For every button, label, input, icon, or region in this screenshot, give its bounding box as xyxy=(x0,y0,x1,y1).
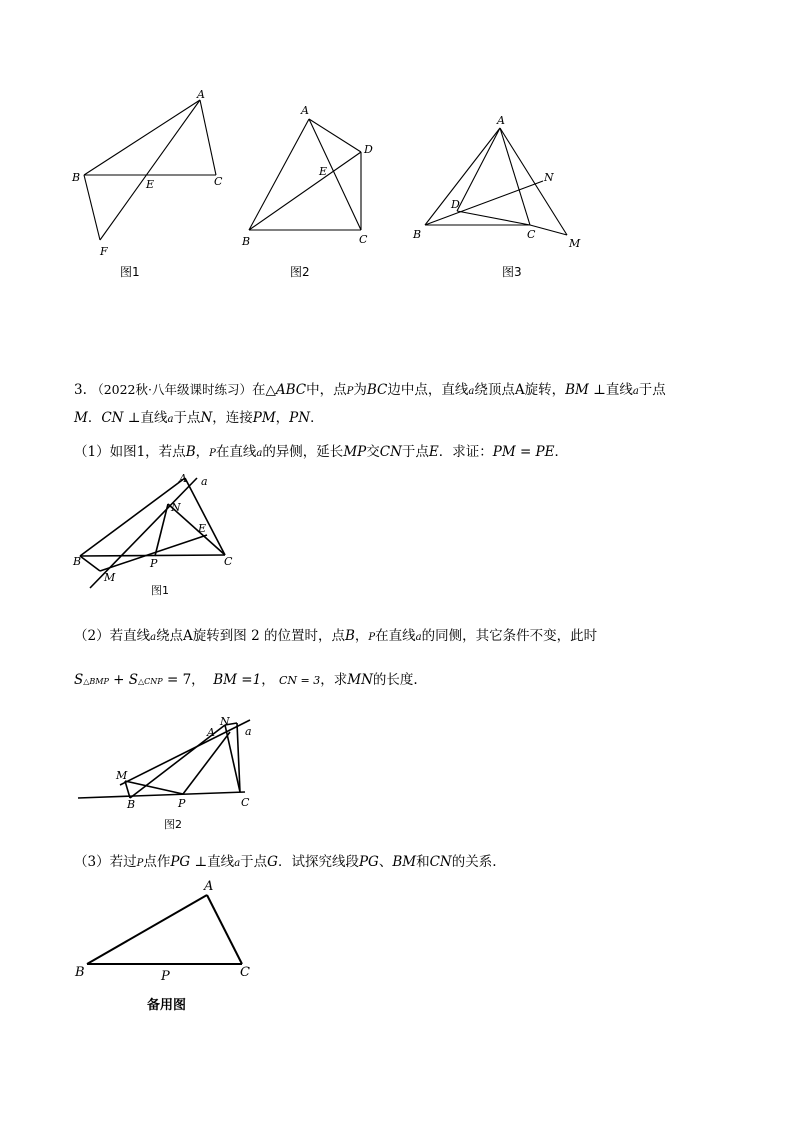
problem-figure-1-caption: 图1 xyxy=(151,584,169,597)
top-figure-2-caption: 图2 xyxy=(290,265,310,279)
label-B: B xyxy=(72,171,81,184)
label-A: A xyxy=(204,879,214,894)
part-2-formula: S△BMP + S△CNP = 7， BM =1， CN = 3，求MN的长度. xyxy=(74,672,418,688)
problem-number: 3. xyxy=(74,382,87,398)
label-P: P xyxy=(150,557,158,570)
label-B: B xyxy=(75,965,85,980)
label-F: F xyxy=(100,245,108,258)
label-B: B xyxy=(127,798,136,811)
problem-line-2: M．CN ⊥直线a于点N，连接PM，PN． xyxy=(74,410,324,426)
label-B: B xyxy=(413,228,422,241)
label-M: M xyxy=(104,571,116,584)
top-figure-1-caption: 图1 xyxy=(120,265,140,279)
label-C: C xyxy=(214,175,223,188)
top-figure-2 xyxy=(235,100,395,260)
label-A: A xyxy=(497,114,505,127)
problem-figure-3 xyxy=(70,880,270,990)
part-3-text: （3）若过P点作PG ⊥直线a于点G．试探究线段PG、BM和CN的关系. xyxy=(74,854,497,870)
label-A: A xyxy=(179,472,187,485)
label-a: a xyxy=(245,725,252,738)
triangle-abc: △ABC xyxy=(265,382,307,398)
label-N: N xyxy=(171,501,181,514)
problem-line-1: 3. （2022秋·八年级课时练习）在△ABC中，点P为BC边中点，直线a绕顶点A旋转，BM ⊥直线a于点 xyxy=(74,382,666,398)
label-D: D xyxy=(364,143,373,156)
label-A: A xyxy=(207,726,215,739)
label-C: C xyxy=(241,796,250,809)
label-A: A xyxy=(197,88,205,101)
label-P: P xyxy=(178,797,186,810)
label-C: C xyxy=(240,965,250,980)
label-N: N xyxy=(220,715,230,728)
top-figure-3 xyxy=(405,115,605,265)
problem-figure-3-caption: 备用图 xyxy=(147,998,187,1013)
top-figure-3-caption: 图3 xyxy=(502,265,522,279)
part-1-text: （1）如图1，若点B，P在直线a的异侧，延长MP交CN于点E．求证：PM = PE． xyxy=(74,444,568,460)
label-E: E xyxy=(198,522,207,535)
problem-figure-2-caption: 图2 xyxy=(164,818,182,831)
label-P: P xyxy=(161,969,170,984)
label-A: A xyxy=(301,104,309,117)
label-B: B xyxy=(242,235,251,248)
label-N: N xyxy=(544,171,554,184)
label-C: C xyxy=(224,555,233,568)
problem-source: （2022秋·八年级课时练习） xyxy=(91,382,252,397)
label-E: E xyxy=(319,165,328,178)
part-2-text: （2）若直线a绕点A旋转到图 2 的位置时，点B，P在直线a的同侧，其它条件不变，此时 xyxy=(74,628,598,644)
label-M: M xyxy=(116,769,128,782)
top-figure-1 xyxy=(60,85,240,265)
label-C: C xyxy=(527,228,536,241)
label-D: D xyxy=(451,198,460,211)
problem-figure-1 xyxy=(70,470,270,600)
problem-figure-2 xyxy=(70,710,270,820)
label-E: E xyxy=(146,178,155,191)
label-B: B xyxy=(73,555,82,568)
label-C: C xyxy=(359,233,368,246)
label-a: a xyxy=(201,475,208,488)
label-M: M xyxy=(569,237,581,250)
